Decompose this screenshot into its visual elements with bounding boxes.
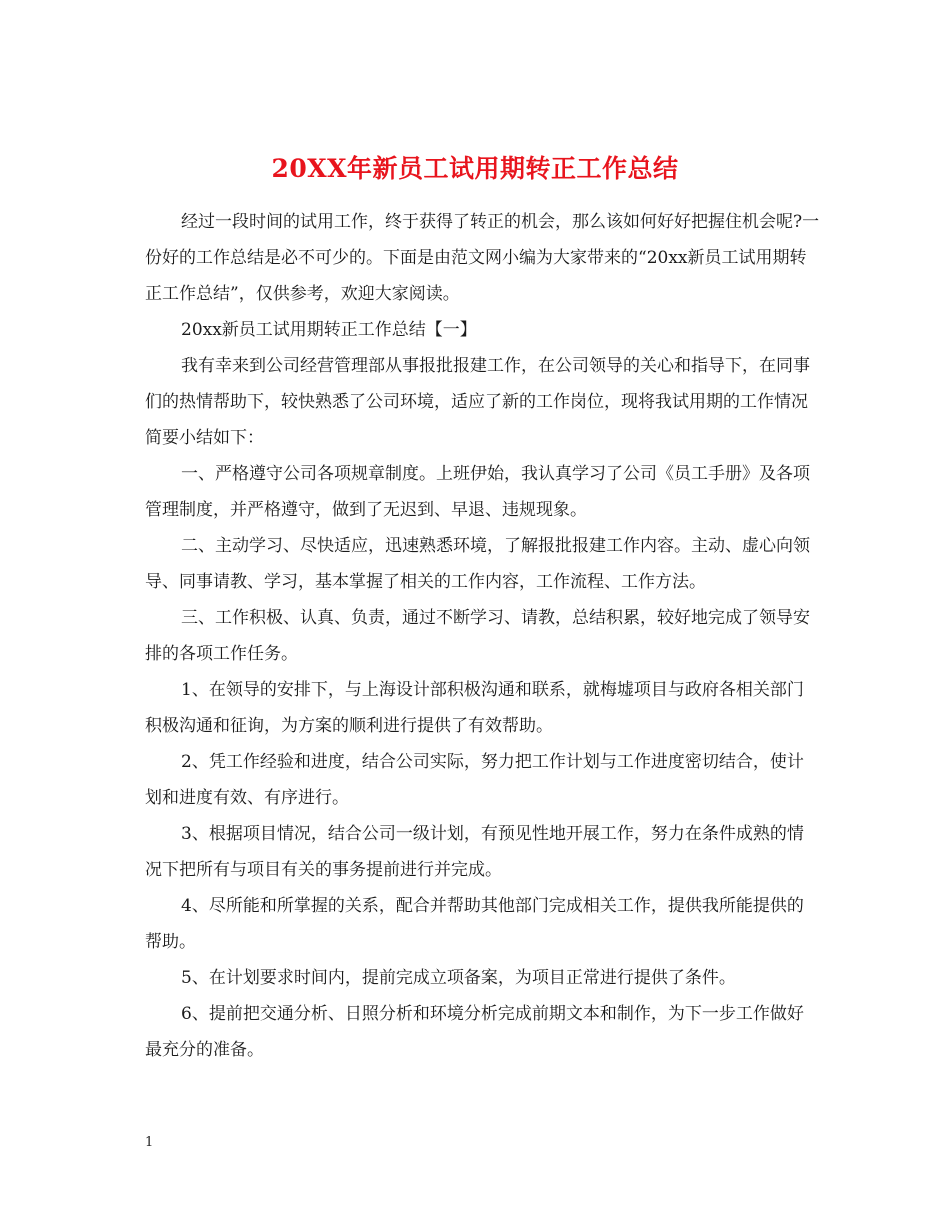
list-item-4: 4、尽所能和所掌握的关系，配合并帮助其他部门完成相关工作，提供我所能提供的帮助。 <box>145 896 804 952</box>
list-item-2: 2、凭工作经验和进度，结合公司实际，努力把工作计划与工作进度密切结合，使计划和进度有效、有序进行。 <box>145 752 804 808</box>
document-title: 20XX年新员工试用期转正工作总结 <box>271 153 679 183</box>
point-three-paragraph: 三、工作积极、认真、负责，通过不断学习、请教，总结积累，较好地完成了领导安排的各项工作任务。 <box>145 608 810 664</box>
list-item-1: 1、在领导的安排下，与上海设计部积极沟通和联系，就梅墟项目与政府各相关部门积极沟通和征询，为方案的顺利进行提供了有效帮助。 <box>145 680 804 736</box>
document-body <box>145 204 820 1068</box>
opening-paragraph: 我有幸来到公司经营管理部从事报批报建工作，在公司领导的关心和指导下，在同事们的热情帮助下，较快熟悉了公司环境，适应了新的工作岗位，现将我试用期的工作情况简要小结如下： <box>145 356 810 448</box>
list-item-3: 3、根据项目情况，结合公司一级计划，有预见性地开展工作，努力在条件成熟的情况下把所有与项目有关的事务提前进行并完成。 <box>145 824 804 880</box>
page-number: 1 <box>145 1135 154 1150</box>
intro-paragraph: 经过一段时间的试用工作，终于获得了转正的机会，那么该如何好好把握住机会呢?一份好的工作总结是必不可少的。下面是由范文网小编为大家带来的“20xx新员工试用期转正工作总结”，仅供参考，欢迎大家阅读。 <box>145 212 820 304</box>
list-item-5: 5、在计划要求时间内，提前完成立项备案，为项目正常进行提供了条件。 <box>181 968 736 988</box>
point-one-paragraph: 一、严格遵守公司各项规章制度。上班伊始，我认真学习了公司《员工手册》及各项管理制度，并严格遵守，做到了无迟到、早退、违规现象。 <box>145 464 810 520</box>
section-heading: 20xx新员工试用期转正工作总结【一】 <box>181 320 477 340</box>
point-two-paragraph: 二、主动学习、尽快适应，迅速熟悉环境，了解报批报建工作内容。主动、虚心向领导、同事请教、学习，基本掌握了相关的工作内容，工作流程、工作方法。 <box>145 536 810 592</box>
list-item-6: 6、提前把交通分析、日照分析和环境分析完成前期文本和制作，为下一步工作做好最充分的准备。 <box>145 1004 804 1060</box>
